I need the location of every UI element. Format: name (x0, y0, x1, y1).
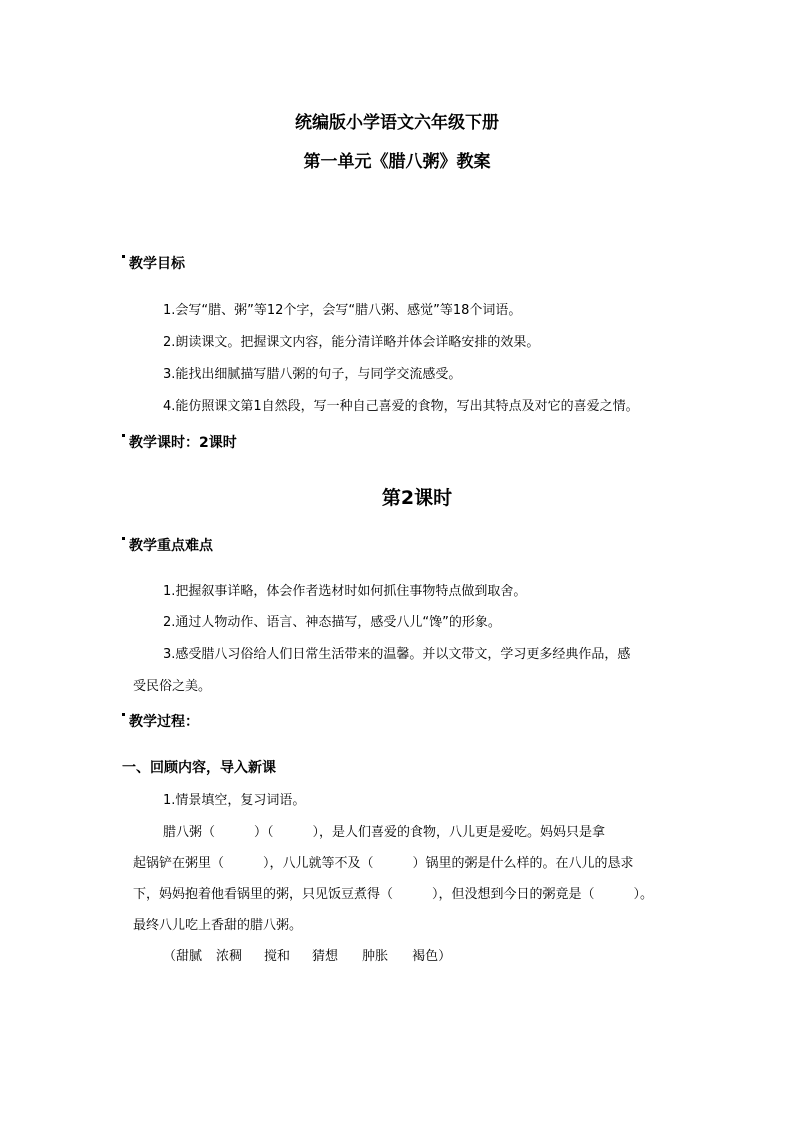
hours-heading-text: 教学课时：2课时 (129, 435, 237, 451)
objective-item: 2.朗读课文。把握课文内容，能分清详略并体会详略安排的效果。 (163, 335, 540, 350)
key-points-heading (122, 535, 213, 555)
bullet-icon (122, 434, 125, 437)
objectives-heading-text: 教学目标 (129, 256, 185, 272)
process-heading-text: 教学过程： (129, 714, 199, 730)
paragraph-line: 腊八粥（ ）（ ），是人们喜爱的食物，八儿更是爱吃。妈妈只是拿 (163, 825, 606, 840)
document-subtitle: 第一单元《腊八粥》教案 (303, 152, 491, 172)
key-point-item: 3.感受腊八习俗给人们日常生活带来的温馨。并以文带文，学习更多经典作品，感 (163, 647, 631, 662)
key-point-item: 2.通过人物动作、语言、神态描写，感受八儿“馋”的形象。 (163, 615, 501, 630)
word-bank-item: 猜想 (312, 949, 339, 964)
bullet-icon (122, 713, 125, 716)
word-bank-item: （甜腻 (163, 949, 203, 964)
key-point-item-continued: 受民俗之美。 (133, 679, 212, 694)
objective-item: 4.能仿照课文第1自然段，写一种自己喜爱的食物，写出其特点及对它的喜爱之情。 (163, 399, 639, 414)
word-bank-item: 搅和 (264, 949, 291, 964)
word-bank-item: 浓稠 (216, 949, 243, 964)
word-bank (163, 945, 451, 964)
key-points-heading-text: 教学重点难点 (129, 538, 213, 554)
key-point-item: 1.把握叙事详略，体会作者选材时如何抓住事物特点做到取舍。 (163, 584, 527, 599)
objectives-heading (122, 253, 185, 273)
paragraph-line: 最终八儿吃上香甜的腊八粥。 (133, 918, 303, 933)
hours-heading (122, 432, 237, 452)
bullet-icon (122, 255, 125, 258)
objective-item: 3.能找出细腻描写腊八粥的句子，与同学交流感受。 (163, 367, 462, 382)
document-title: 统编版小学语文六年级下册 (295, 113, 499, 133)
paragraph-line: 起锅铲在粥里（ ），八儿就等不及（ ）锅里的粥是什么样的。在八儿的恳求 (133, 856, 634, 871)
paragraph-line: 下，妈妈抱着他看锅里的粥，只见饭豆煮得（ ），但没想到今日的粥竟是（ ）。 (133, 887, 654, 902)
word-bank-item: 褐色） (412, 949, 452, 964)
step1-text: 1.情景填空，复习词语。 (163, 793, 306, 808)
process-heading (122, 711, 199, 731)
bullet-icon (122, 537, 125, 540)
word-bank-item: 肿胀 (362, 949, 389, 964)
objective-item: 1.会写“腊、粥”等12个字，会写“腊八粥、感觉”等18个词语。 (163, 303, 522, 318)
part1-heading: 一、回顾内容，导入新课 (122, 760, 276, 776)
lesson-title: 第2课时 (381, 487, 453, 509)
